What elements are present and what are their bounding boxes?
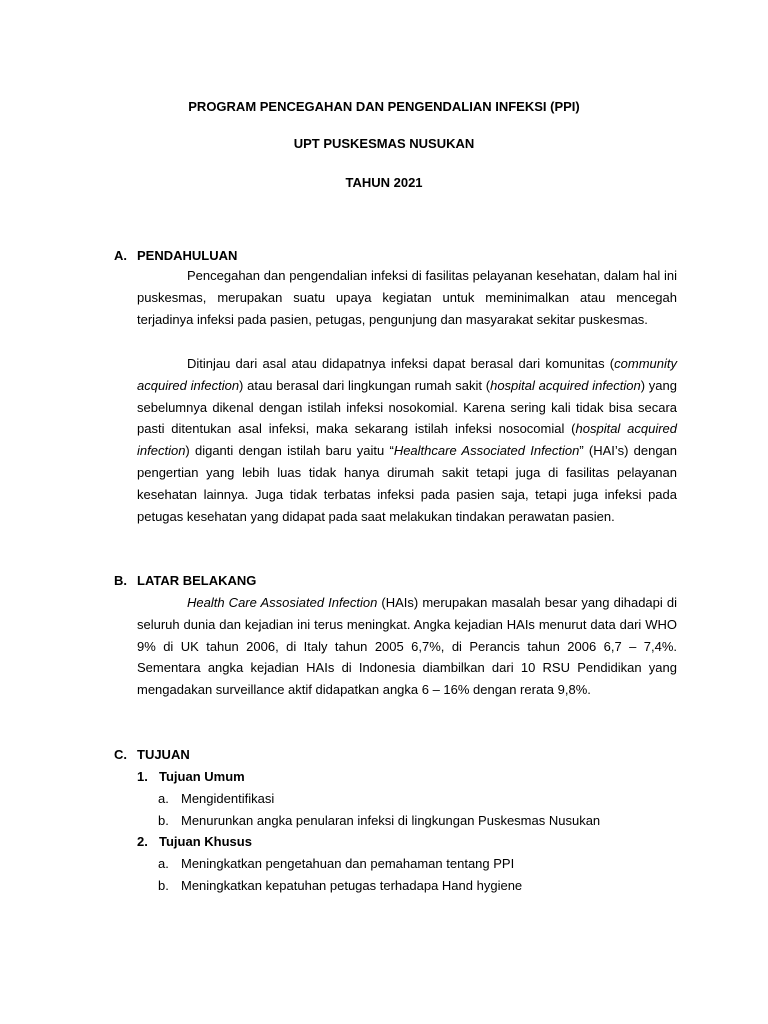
tujuan-khusus-item — [137, 834, 252, 850]
list-item-letter: a. — [158, 791, 169, 806]
organization-title: UPT PUSKESMAS NUSUKAN — [293, 136, 475, 151]
section-a-title: PENDAHULUAN — [137, 248, 238, 263]
section-b-title: LATAR BELAKANG — [137, 573, 257, 588]
lb-text: (HAIs) merupakan masalah besar yang dihadapi di seluruh dunia dan kejadian ini terus meningkat. Angka kejadian HAIs menurut data dari WHO 9% di UK tahun 2006, di Italy tahun 2005 6,7%, di Perancis tahun 2006 6,7 – 7,4%. Sementara angka kejadian HAIs di Indonesia diambilkan dari 10 RSU Pendidikan yang mengadakan surveillance aktif didapatkan angka 6 – 16% dengan rerata 9,8%. — [137, 595, 677, 698]
list-item — [158, 878, 522, 894]
p2-italic-healthcare: Healthcare Associated Infection — [393, 443, 580, 459]
tujuan-khusus-number: 2. — [137, 834, 148, 849]
pendahuluan-paragraph-2 — [137, 353, 677, 527]
year-title: TAHUN 2021 — [345, 175, 423, 190]
p2-italic-community: community acquired infection — [137, 356, 677, 393]
list-item-text: Meningkatkan kepatuhan petugas terhadapa Hand hygiene — [181, 878, 523, 893]
section-c-heading — [114, 747, 190, 763]
list-item-text: Menurunkan angka penularan infeksi di lingkungan Puskesmas Nusukan — [181, 813, 601, 828]
p2-text-i: ” (HAI’s) dengan pengertian yang lebih luas tidak hanya dirumah sakit tetapi juga di fasilitas pelayanan kesehatan lainnya. Juga tidak terbatas infeksi pada pasien saja, tetapi juga infeksi pada petugas kesehatan yang didapat pada saat melakukan tindakan perawatan pasien. — [137, 443, 678, 524]
pendahuluan-paragraph-1: Pencegahan dan pengendalian infeksi di fasilitas pelayanan kesehatan, dalam hal ini puskesmas, merupakan suatu upaya kegiatan untuk meminimalkan atau mencegah terjadinya infeksi pada pasien, petugas, pengunjung dan masyarakat sekitar puskesmas. — [137, 268, 677, 327]
list-item-letter: b. — [158, 813, 169, 828]
p2-text-c: ) atau berasal dari lingkungan rumah sakit ( — [239, 377, 491, 393]
document-title: PROGRAM PENCEGAHAN DAN PENGENDALIAN INFEKSI (PPI) — [188, 99, 580, 114]
list-item-text: Mengidentifikasi — [181, 791, 275, 806]
p2-italic-hospital-2: hospital acquired infection — [137, 421, 678, 459]
list-item — [158, 813, 600, 829]
tujuan-umum-number: 1. — [137, 769, 148, 784]
list-item — [158, 856, 514, 872]
p2-italic-hospital: hospital acquired infection — [490, 377, 641, 393]
list-item-letter: a. — [158, 856, 169, 871]
list-item-text: Meningkatkan pengetahuan dan pemahaman tentang PPI — [181, 856, 515, 871]
tujuan-umum-item — [137, 769, 245, 785]
list-item-letter: b. — [158, 878, 169, 893]
section-a-letter: A. — [114, 248, 127, 263]
section-c-title: TUJUAN — [137, 747, 190, 762]
p2-text-e: ) yang sebelumnya dikenal dengan istilah infeksi nosokomial. Karena sering kali tidak bisa secara pasti ditentukan asal infeksi, maka sekarang istilah infeksi nosocomial ( — [137, 377, 677, 437]
section-b-letter: B. — [114, 573, 127, 588]
tujuan-khusus-label: Tujuan Khusus — [159, 834, 252, 849]
section-c-letter: C. — [114, 747, 127, 762]
latar-belakang-paragraph — [137, 592, 677, 701]
p2-text-a: Ditinjau dari asal atau didapatnya infeksi dapat berasal dari komunitas ( — [187, 356, 615, 371]
p2-text-g: ) diganti dengan istilah baru yaitu “ — [185, 443, 394, 459]
section-b-heading — [114, 573, 256, 589]
section-a-heading — [114, 248, 237, 264]
list-item — [158, 791, 274, 807]
lb-italic-hai: Health Care Assosiated Infection — [187, 595, 378, 610]
tujuan-umum-label: Tujuan Umum — [159, 769, 245, 784]
